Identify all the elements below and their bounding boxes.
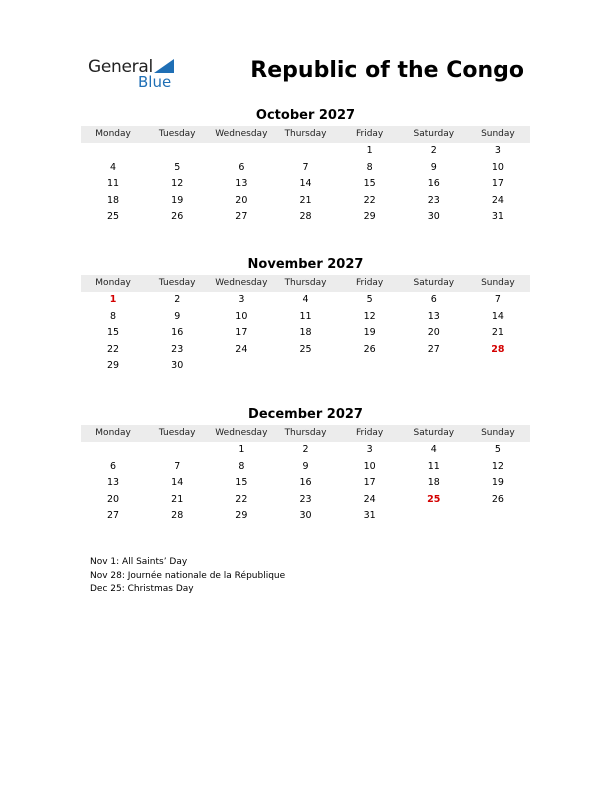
day-cell: 1 — [109, 294, 117, 305]
day-cell: 20 — [235, 194, 248, 206]
day-cell: 15 — [363, 178, 376, 189]
weekday-label: Thursday — [284, 428, 327, 438]
weekday-label: Friday — [355, 129, 384, 139]
day-cell: 18 — [107, 194, 120, 206]
weekday-label: Tuesday — [158, 278, 196, 288]
day-cell: 14 — [171, 477, 184, 488]
day-cell: 3 — [238, 294, 245, 305]
day-cell: 1 — [238, 444, 245, 455]
day-cell: 11 — [427, 460, 440, 472]
day-cell: 26 — [171, 211, 184, 222]
holiday-note: Nov 28: Journée nationale de la République — [90, 570, 286, 581]
week-row — [81, 193, 530, 210]
day-cell: 30 — [171, 360, 184, 371]
week-row — [81, 160, 530, 177]
week-row — [81, 442, 530, 459]
day-cell: 6 — [430, 294, 437, 305]
day-cell: 23 — [427, 194, 440, 206]
day-cell: 22 — [107, 343, 120, 355]
day-cell: 12 — [363, 310, 376, 322]
day-cell: 30 — [427, 211, 440, 222]
logo-triangle-icon — [154, 59, 174, 73]
month-title: October 2027 — [255, 108, 356, 123]
empty-day-cell — [145, 442, 209, 459]
day-cell: 3 — [366, 444, 373, 455]
empty-day-cell — [81, 442, 145, 459]
day-cell: 30 — [299, 510, 312, 521]
day-cell: 23 — [299, 493, 312, 505]
holiday-notes — [90, 556, 285, 597]
empty-day-cell — [209, 143, 273, 160]
week-row — [81, 508, 530, 525]
day-cell: 13 — [235, 178, 248, 189]
empty-day-cell — [273, 143, 337, 160]
day-cell: 9 — [174, 310, 181, 322]
day-cell: 5 — [174, 161, 181, 173]
day-cell: 2 — [302, 444, 309, 455]
day-cell: 31 — [363, 510, 376, 521]
week-row — [81, 325, 530, 342]
day-cell: 20 — [107, 493, 120, 505]
empty-day-cell — [81, 143, 145, 160]
weekday-header-row — [81, 275, 530, 292]
day-cell: 10 — [491, 161, 504, 173]
weekday-label: Friday — [355, 428, 384, 438]
day-cell: 24 — [235, 343, 248, 355]
day-cell: 14 — [491, 310, 504, 322]
weekday-label: Sunday — [481, 129, 515, 139]
day-cell: 21 — [171, 493, 184, 505]
weekday-label: Wednesday — [215, 428, 268, 438]
day-cell: 3 — [494, 145, 501, 156]
day-cell: 28 — [171, 510, 184, 521]
day-cell: 19 — [171, 194, 184, 206]
weekday-label: Monday — [95, 278, 131, 288]
day-cell: 26 — [491, 493, 504, 505]
empty-day-cell — [145, 143, 209, 160]
day-cell: 9 — [302, 460, 309, 472]
page-title: Republic of the Congo — [250, 58, 524, 83]
week-row — [81, 309, 530, 326]
week-row — [81, 358, 530, 375]
logo — [88, 57, 188, 93]
logo-general-text: General — [88, 57, 153, 77]
weekday-label: Thursday — [284, 129, 327, 139]
day-cell: 7 — [494, 294, 501, 305]
week-row — [81, 292, 530, 309]
day-cell: 8 — [110, 310, 117, 322]
weekday-label: Wednesday — [215, 278, 268, 288]
day-cell: 20 — [427, 327, 440, 338]
weekday-header-row — [81, 126, 530, 143]
day-cell: 25 — [107, 211, 120, 222]
day-cell: 7 — [302, 161, 309, 173]
day-cell: 13 — [427, 310, 440, 322]
day-cell: 5 — [366, 294, 373, 305]
empty-day-cell — [466, 508, 530, 525]
day-cell: 14 — [299, 178, 312, 189]
holiday-note: Nov 1: All Saints’ Day — [90, 557, 188, 567]
day-cell: 29 — [363, 211, 376, 222]
week-row — [81, 143, 530, 160]
week-row — [81, 475, 530, 492]
month-calendar — [81, 256, 530, 375]
week-row — [81, 492, 530, 509]
day-cell: 13 — [107, 477, 120, 488]
day-cell: 16 — [171, 327, 184, 338]
day-cell: 19 — [491, 477, 504, 488]
day-cell: 28 — [491, 343, 505, 355]
day-cell: 6 — [110, 460, 117, 472]
day-cell: 1 — [366, 145, 373, 156]
week-row — [81, 342, 530, 359]
day-cell: 8 — [366, 161, 373, 173]
holiday-note: Dec 25: Christmas Day — [90, 584, 194, 594]
day-cell: 22 — [235, 493, 248, 505]
day-cell: 11 — [107, 178, 120, 189]
weekday-label: Saturday — [413, 428, 455, 438]
day-cell: 29 — [235, 510, 248, 521]
weekday-header-row — [81, 425, 530, 442]
weekday-label: Thursday — [284, 278, 327, 288]
day-cell: 27 — [107, 510, 120, 521]
day-cell: 31 — [491, 211, 504, 222]
weekday-label: Tuesday — [158, 129, 196, 139]
day-cell: 17 — [491, 178, 504, 189]
weekday-label: Saturday — [413, 278, 455, 288]
day-cell: 2 — [430, 145, 437, 156]
weekday-label: Saturday — [413, 129, 455, 139]
day-cell: 24 — [363, 493, 376, 505]
month-calendar — [81, 406, 530, 525]
day-cell: 27 — [427, 343, 440, 355]
day-cell: 26 — [363, 343, 376, 355]
day-cell: 8 — [238, 460, 245, 472]
empty-day-cell — [209, 358, 273, 375]
day-cell: 17 — [235, 327, 248, 338]
day-cell: 15 — [235, 477, 248, 488]
empty-day-cell — [402, 358, 466, 375]
day-cell: 2 — [174, 294, 181, 305]
week-row — [81, 209, 530, 226]
day-cell: 29 — [107, 360, 120, 371]
day-cell: 22 — [363, 194, 376, 206]
day-cell: 7 — [174, 460, 181, 472]
day-cell: 18 — [299, 327, 312, 338]
week-row — [81, 459, 530, 476]
day-cell: 25 — [427, 493, 441, 505]
day-cell: 28 — [299, 211, 312, 222]
day-cell: 4 — [302, 294, 309, 305]
day-cell: 4 — [430, 444, 437, 455]
day-cell: 16 — [299, 477, 312, 488]
logo-blue-text: Blue — [138, 73, 172, 91]
day-cell: 12 — [491, 460, 504, 472]
weekday-label: Friday — [355, 278, 384, 288]
weekday-label: Monday — [95, 129, 131, 139]
weekday-label: Wednesday — [215, 129, 268, 139]
empty-day-cell — [466, 358, 530, 375]
weekday-label: Sunday — [481, 428, 515, 438]
weekday-label: Sunday — [481, 278, 515, 288]
day-cell: 15 — [107, 327, 120, 338]
day-cell: 4 — [110, 161, 117, 173]
day-cell: 23 — [171, 343, 184, 355]
day-cell: 11 — [299, 310, 312, 322]
day-cell: 16 — [427, 178, 440, 189]
day-cell: 6 — [238, 161, 245, 173]
day-cell: 10 — [363, 460, 376, 472]
day-cell: 18 — [427, 477, 440, 488]
day-cell: 10 — [235, 310, 248, 322]
day-cell: 5 — [494, 444, 501, 455]
day-cell: 21 — [491, 327, 504, 338]
empty-day-cell — [273, 358, 337, 375]
day-cell: 24 — [491, 194, 504, 206]
day-cell: 19 — [363, 327, 376, 338]
day-cell: 9 — [430, 161, 437, 173]
empty-day-cell — [402, 508, 466, 525]
day-cell: 17 — [363, 477, 376, 488]
month-calendar — [81, 107, 530, 226]
week-row — [81, 176, 530, 193]
month-title: December 2027 — [248, 407, 363, 422]
day-cell: 21 — [299, 194, 312, 206]
empty-day-cell — [338, 358, 402, 375]
month-title: November 2027 — [247, 257, 364, 272]
weekday-label: Tuesday — [158, 428, 196, 438]
day-cell: 12 — [171, 178, 184, 189]
day-cell: 25 — [299, 343, 312, 355]
weekday-label: Monday — [95, 428, 131, 438]
day-cell: 27 — [235, 211, 248, 222]
